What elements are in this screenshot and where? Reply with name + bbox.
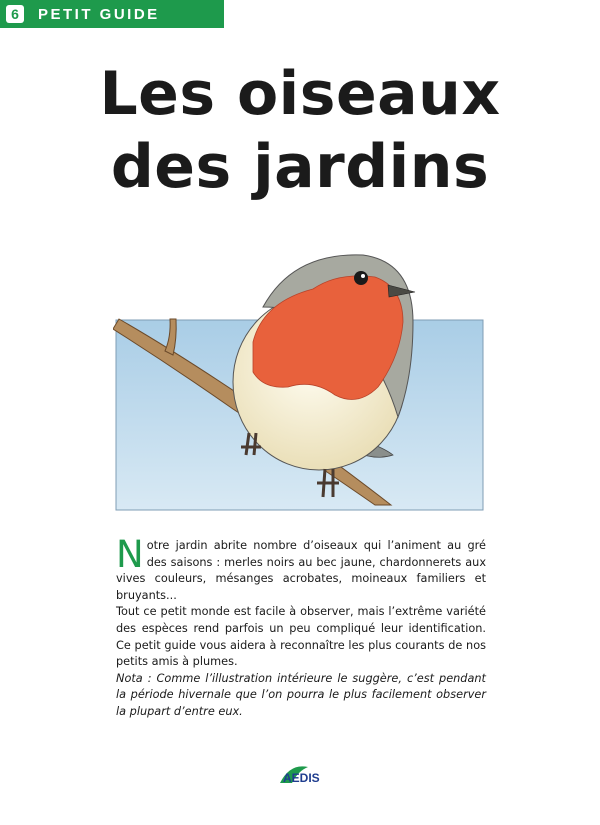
series-banner (0, 0, 224, 28)
drop-cap: N (116, 533, 144, 576)
publisher-logo (278, 761, 324, 787)
robin-eye (354, 271, 368, 285)
intro-text (116, 533, 486, 721)
title-line-2: des jardins (110, 132, 490, 202)
robin-illustration (113, 247, 485, 513)
series-number-badge: 6 (6, 5, 24, 23)
series-name: PETIT GUIDE (38, 5, 160, 23)
intro-paragraph-2: Tout ce petit monde est facile à observer, mais l’extrême variété des espèces rend parfois un peu compliqué leur identification. Ce petit guide vous aidera à reconnaître les plus courants de nos petits amis à plumes. (116, 605, 486, 669)
svg-text:AEDIS: AEDIS (283, 771, 320, 785)
intro-paragraph-1: otre jardin abrite nombre d’oiseaux qui l’animent au gré des saisons : merles noirs au bec jaune, chardonnerets aux vives couleurs, mésanges acrobates, moineaux familiers et bruyants... (116, 539, 486, 602)
title-line-1: Les oiseaux (99, 59, 501, 129)
nota-paragraph: Nota : Comme l’illustration intérieure le suggère, c’est pendant la période hivernale que l’on pourra le plus facilement observer la plupart d’entre eux. (116, 671, 486, 718)
page-title (0, 58, 600, 204)
